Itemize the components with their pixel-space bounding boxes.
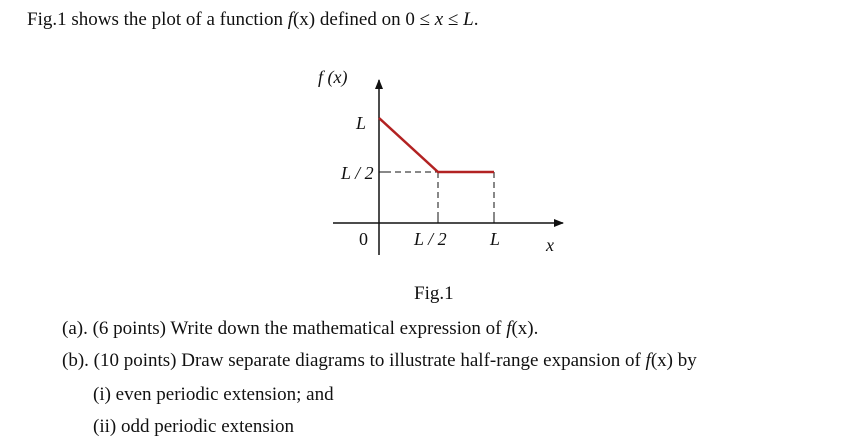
figure-caption: Fig.1 — [414, 283, 454, 304]
question-a-arg: (x) — [511, 318, 534, 339]
x-axis-label: x — [546, 235, 554, 255]
question-a-func: f — [506, 318, 512, 339]
question-b-part-ii: (ii) odd periodic extension — [93, 416, 295, 437]
question-a-prefix: (a). (6 points) Write down the mathematical expression of — [62, 318, 507, 339]
intro-func-arg: (x) — [292, 9, 316, 30]
question-b-func: f — [645, 350, 651, 371]
intro-func: f — [287, 9, 293, 30]
intro-text-mid: defined on 0 ≤ — [315, 9, 435, 30]
question-a — [62, 318, 538, 340]
intro-text-before: Fig.1 shows the plot of a function — [27, 9, 288, 30]
question-b-part-i: (i) even periodic extension; and — [93, 384, 334, 405]
x-tick-end-label: L — [490, 229, 501, 249]
intro-text-le: ≤ — [443, 9, 464, 30]
function-curve — [379, 118, 494, 172]
question-a-end: . — [533, 318, 539, 339]
x-tick-zero-label: 0 — [359, 229, 368, 249]
y-tick-mid-label: L / 2 — [341, 163, 374, 183]
x-tick-mid-label: L / 2 — [414, 229, 447, 249]
question-b-arg: (x) — [650, 350, 673, 371]
question-b-prefix: (b). (10 points) Draw separate diagrams to illustrate half-range expansion of — [62, 350, 646, 371]
y-axis-label: f (x) — [318, 67, 348, 87]
question-b — [62, 350, 697, 372]
y-tick-top-label: L — [356, 113, 367, 133]
intro-text-end: . — [473, 9, 479, 30]
intro-upper: L — [463, 9, 474, 30]
question-b-end: by — [672, 350, 697, 371]
intro-var: x — [434, 9, 444, 30]
